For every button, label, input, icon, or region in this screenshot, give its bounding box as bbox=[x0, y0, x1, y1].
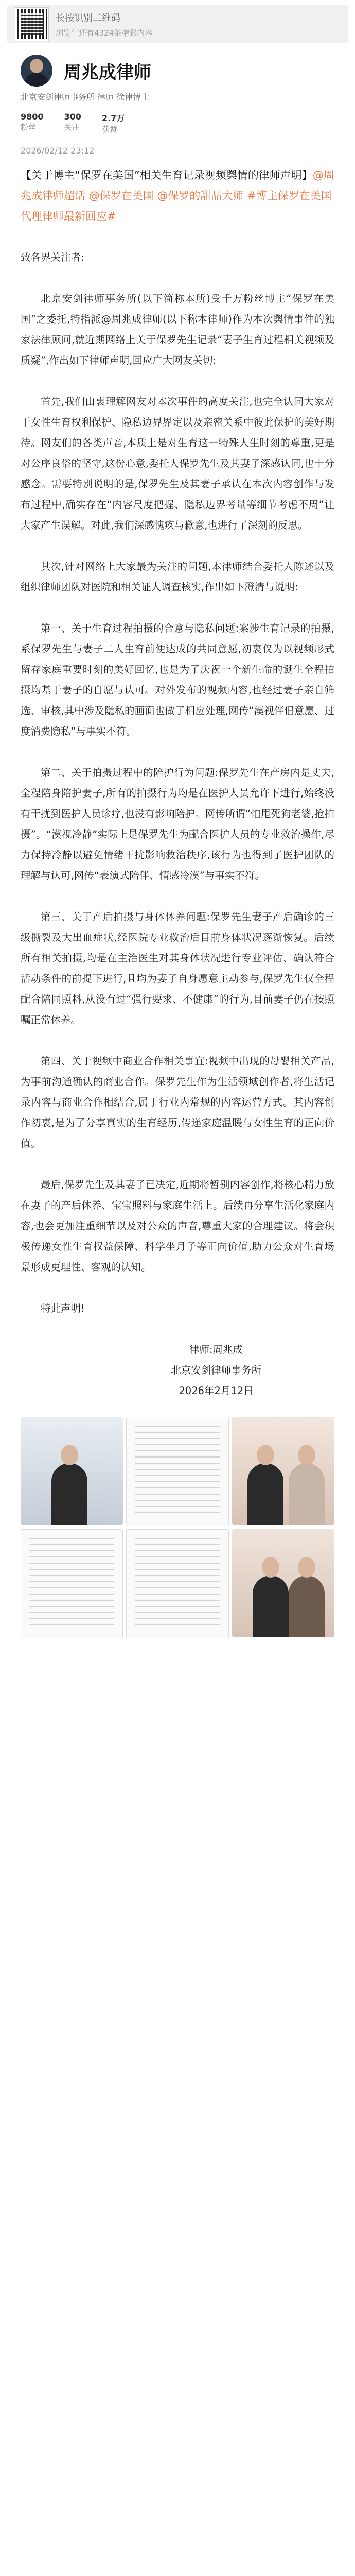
photo-thumbnail[interactable] bbox=[232, 1529, 334, 1637]
post-body bbox=[0, 247, 355, 1319]
post-title-block bbox=[0, 156, 355, 227]
stat-following bbox=[64, 112, 81, 134]
person-figure bbox=[51, 1463, 87, 1525]
author-block bbox=[0, 43, 355, 87]
signature-block bbox=[0, 1340, 355, 1401]
paragraph: 第三、关于产后拍摄与身体休养问题:保罗先生妻子产后确诊的三级撕裂及大出血症状,经医院专业救治后目前身体状况逐渐恢复。后续所有相关拍摄,均是在主治医生对其身体状况进行专业评估、确认符合活动条件的前提下进行,且均为妻子自身愿意主动参与,保罗先生仅全程配合陪同照料,从没有过“强行要求、不健康”的行为,目前妻子仍在按照嘱正常休养。 bbox=[21, 911, 334, 1026]
document-lines bbox=[29, 1538, 114, 1630]
avatar[interactable] bbox=[21, 55, 52, 87]
document-lines bbox=[135, 1538, 220, 1630]
post-tags[interactable]: @周兆成律师超话 @保罗在美国 @保罗的甜品大师 #博主保罗在美国代理律师最新回应# bbox=[21, 169, 334, 223]
author-stats bbox=[0, 103, 355, 134]
stat-label: 粉丝 bbox=[21, 123, 37, 132]
stat-label: 获赞 bbox=[101, 125, 117, 134]
header-banner-text bbox=[56, 11, 152, 38]
post-date: 2026/02/12 23:12 bbox=[21, 146, 95, 156]
paragraph: 首先,我们由衷理解网友对本次事件的高度关注,也完全认同大家对于女性生育权利保护、隐私边界界定以及亲密关系中彼此保护的美好期待。网友们的各类声音,本质上是对生育这一特殊人生时刻的尊重,更是对公序良俗的坚守,这份心意,委托人保罗先生及其妻子深感认同,也十分感念。需要特别说明的是,保罗先生及其妻子承认在本次内容创作与发布过程中,确实存在“内容尺度把握、隐私边界考量等细节考虑不周”让大家产生误解。对此,我们深感愧疚与歉意,也进行了深刻的反思。 bbox=[21, 396, 334, 531]
person-figure bbox=[253, 1575, 289, 1637]
stat-value: 300 bbox=[64, 112, 81, 122]
signature-lawyer: 律师:周兆成 bbox=[189, 1344, 243, 1355]
paragraph: 第二、关于拍摄过程中的陪护行为问题:保罗先生在产房内是丈夫,全程陪身陪护妻子,所有的拍摄行为均是在医护人员允许下进行,始终没有干扰到医护人员诊疗,也没有影响陪护。网传所谓“怕甩死狗老婆,抢拍摄”。“漠视冷静”实际上是保罗先生为配合医护人员的专业救治操作,尽力保持冷静以避免情绪干扰影响救治秩序,该行为也得到了医护团队的理解与认可,网传“表演式陪伴、情感冷漠”与事实不符。 bbox=[21, 767, 334, 882]
author-name[interactable]: 周兆成律师 bbox=[64, 62, 151, 83]
paragraph: 其次,针对网络上大家最为关注的问题,本律师结合委托人陈述以及组织律师团队对医院和相关证人调查核实,作出如下澄清与说明: bbox=[21, 561, 334, 593]
photo-thumbnail[interactable] bbox=[21, 1417, 123, 1525]
paragraph: 第一、关于生育过程拍摄的合意与隐私问题:案涉生育记录的拍摄,系保罗先生与妻子二人生育前便达成的共同意愿,初衷仅为以视频形式留存家庭重要时刻的美好回忆,也是为了庆祝一个新生命的诞生全程拍摄均基于妻子的自愿与认可。对外发布的视频内容,也经过妻子亲自筛选、审核,其中涉及隐私的画面也做了相应处理,网传“漠视伴侣意愿、过度消费隐私”与事实不符。 bbox=[21, 622, 334, 737]
header-qr-banner[interactable] bbox=[7, 5, 348, 43]
paragraph: 最后,保罗先生及其妻子已决定,近期将暂别内容创作,将核心精力放在妻子的产后休养、宝宝照料与家庭生活上。后续再分享生活化家庭内容,也会更加注重细节以及对公众的声音,尊重大家的合理建议。将会积极传递女性生育权益保障、科学坐月子等正向价值,助力公众对生育场景形成更理性、客观的认知。 bbox=[21, 1179, 334, 1273]
document-thumbnail[interactable] bbox=[126, 1417, 228, 1526]
person-figure bbox=[289, 1575, 325, 1637]
paragraph: 北京安剑律师事务所(以下简称本所)受千万粉丝博主“保罗在美国”之委托,特指派@周兆成律师(以下称本律师)作为本次舆情事件的独家法律顾问,就近期网络上关于保罗先生记录“妻子生育过程相关视频及质疑”,作出如下律师声明,回应广大网友关切: bbox=[21, 293, 334, 366]
closing-statement: 特此声明! bbox=[41, 1302, 85, 1314]
author-description: 北京安剑律师事务所 律师 徐律博士 bbox=[21, 92, 150, 102]
stat-value: 2.7万 bbox=[101, 113, 125, 123]
qr-code-icon[interactable] bbox=[15, 8, 48, 41]
document-thumbnail[interactable] bbox=[21, 1529, 123, 1638]
photo-grid bbox=[0, 1401, 355, 1638]
stat-label: 关注 bbox=[64, 123, 80, 132]
person-figure bbox=[289, 1463, 325, 1525]
photo-thumbnail[interactable] bbox=[232, 1417, 334, 1525]
salutation: 致各界关注者: bbox=[21, 251, 84, 263]
stat-followers bbox=[21, 112, 44, 134]
document-lines bbox=[135, 1426, 220, 1517]
post-title: 【关于博主“保罗在美国”相关生育记录视频舆情的律师声明】 bbox=[21, 169, 313, 181]
paragraph: 第四、关于视频中商业合作相关事宜:视频中出现的母婴相关产品,为事前沟通确认的商业合作。保罗先生作为生活领域创作者,将生活记录内容与商业合作相结合,属于行业内常规的内容运营方式。其内容创作初衷,是为了分享真实的生育经历,传递家庭温暖与女性生育的正向价值。 bbox=[21, 1055, 334, 1149]
stat-value: 9800 bbox=[21, 112, 44, 122]
stat-likes bbox=[102, 112, 125, 134]
signature-firm: 北京安剑律师事务所 bbox=[171, 1364, 261, 1376]
header-banner-line1: 长按识别二维码 bbox=[56, 12, 120, 24]
document-thumbnail[interactable] bbox=[126, 1529, 228, 1638]
header-banner-line2: 浏览生还有4324条精彩内容 bbox=[56, 28, 153, 38]
person-figure bbox=[247, 1463, 283, 1525]
signature-date: 2026年2月12日 bbox=[179, 1385, 254, 1397]
